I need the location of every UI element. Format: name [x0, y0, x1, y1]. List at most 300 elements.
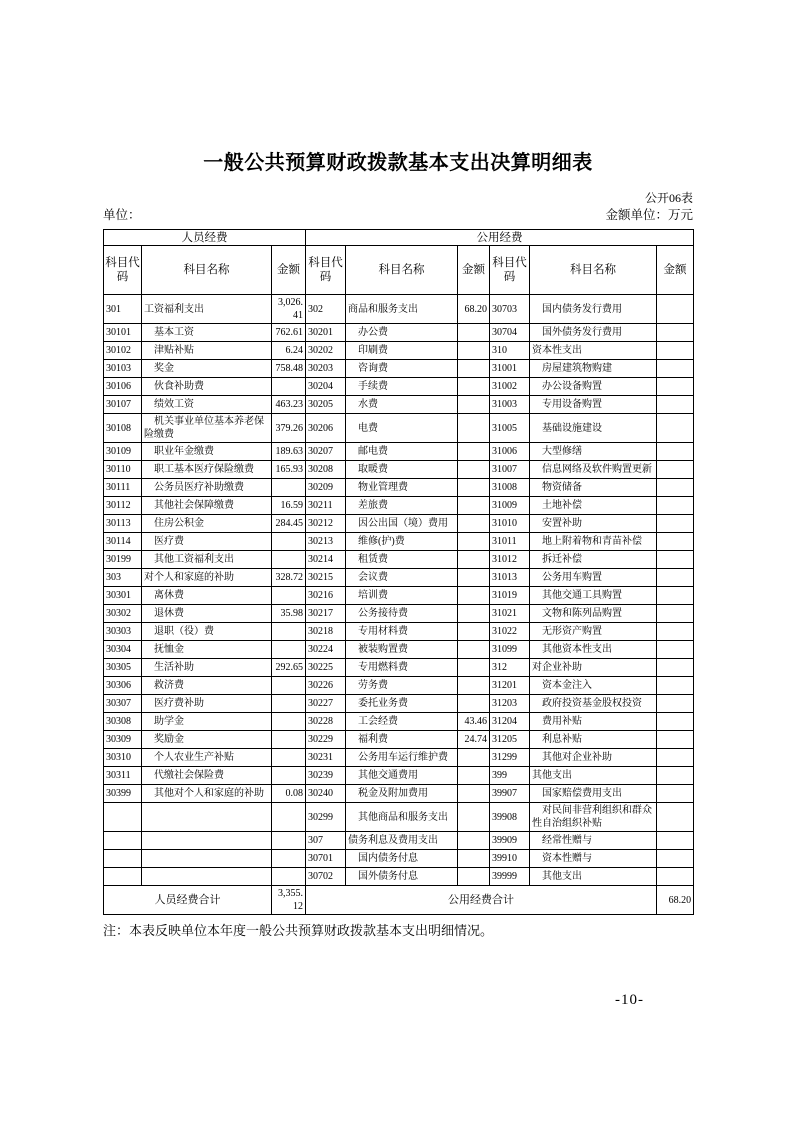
subject-name-cell: 差旅费: [346, 497, 458, 515]
amount-cell: [458, 515, 490, 533]
subject-name-cell: 费用补贴: [530, 713, 657, 731]
subject-code-cell: 31013: [490, 569, 530, 587]
subject-name-cell: 专用燃料费: [346, 659, 458, 677]
amount-cell: [458, 396, 490, 414]
subject-code-cell: 30702: [306, 868, 346, 886]
amount-cell: [458, 360, 490, 378]
amount-cell: [657, 587, 694, 605]
amount-cell: [458, 623, 490, 641]
amount-cell: [458, 461, 490, 479]
amount-cell: [458, 767, 490, 785]
subject-name-cell: 其他交通工具购置: [530, 587, 657, 605]
table-row: [104, 479, 694, 497]
amount-cell: [458, 641, 490, 659]
subject-name-cell: 国外债务发行费用: [530, 324, 657, 342]
subject-code-cell: 30114: [104, 533, 142, 551]
subject-code-cell: [104, 868, 142, 886]
subject-name-cell: 公务接待费: [346, 605, 458, 623]
table-row: [104, 767, 694, 785]
subject-code-cell: 30239: [306, 767, 346, 785]
amount-cell: [458, 832, 490, 850]
subject-code-cell: 31019: [490, 587, 530, 605]
subject-code-cell: 30112: [104, 497, 142, 515]
table-row: [104, 850, 694, 868]
subject-name-cell: 奖励金: [142, 731, 272, 749]
subject-code-cell: 30303: [104, 623, 142, 641]
table-head: [104, 230, 694, 295]
table-row: [104, 378, 694, 396]
subject-code-cell: 31007: [490, 461, 530, 479]
subject-name-cell: 安置补助: [530, 515, 657, 533]
subject-code-cell: 31012: [490, 551, 530, 569]
table-row: [104, 731, 694, 749]
subject-code-cell: 30306: [104, 677, 142, 695]
subject-name-cell: 对企业补助: [530, 659, 657, 677]
subject-name-cell: 职工基本医疗保险缴费: [142, 461, 272, 479]
subject-code-cell: 30111: [104, 479, 142, 497]
subject-name-cell: 办公费: [346, 324, 458, 342]
subject-code-cell: 30108: [104, 414, 142, 443]
amount-cell: [657, 551, 694, 569]
amount-cell: [272, 832, 306, 850]
table-code-label: 公开06表: [644, 191, 693, 205]
subject-code-cell: 30110: [104, 461, 142, 479]
subject-name-cell: 住房公积金: [142, 515, 272, 533]
subject-code-cell: 30302: [104, 605, 142, 623]
subject-name-cell: [142, 850, 272, 868]
amount-cell: [657, 695, 694, 713]
subject-name-cell: 邮电费: [346, 443, 458, 461]
subject-name-cell: 资本性赠与: [530, 850, 657, 868]
subject-name-cell: 国家赔偿费用支出: [530, 785, 657, 803]
subject-code-cell: 30208: [306, 461, 346, 479]
subject-name-cell: 国内债务付息: [346, 850, 458, 868]
col-header-subject-code: 科目代码: [306, 246, 346, 295]
subject-code-cell: 30399: [104, 785, 142, 803]
subject-code-cell: 31002: [490, 378, 530, 396]
table-row: [104, 803, 694, 832]
meta-row: [103, 208, 693, 223]
amount-cell: [272, 623, 306, 641]
subject-name-cell: 资本性支出: [530, 342, 657, 360]
subject-name-cell: 物业管理费: [346, 479, 458, 497]
column-header-row: [104, 246, 694, 295]
subject-code-cell: 399: [490, 767, 530, 785]
subject-name-cell: 资本金注入: [530, 677, 657, 695]
amount-unit-label: 金额单位：万元: [605, 208, 693, 222]
subject-code-cell: 30217: [306, 605, 346, 623]
subject-name-cell: 印刷费: [346, 342, 458, 360]
subject-name-cell: 劳务费: [346, 677, 458, 695]
subject-code-cell: 310: [490, 342, 530, 360]
amount-cell: [657, 461, 694, 479]
subject-name-cell: 对民间非营利组织和群众性自治组织补贴: [530, 803, 657, 832]
subject-code-cell: 31022: [490, 623, 530, 641]
subject-name-cell: [142, 803, 272, 832]
subject-name-cell: 公务员医疗补助缴费: [142, 479, 272, 497]
subject-code-cell: 31021: [490, 605, 530, 623]
col-header-subject-name: 科目名称: [530, 246, 657, 295]
amount-cell: [272, 713, 306, 731]
amount-cell: [657, 342, 694, 360]
col-header-subject-code: 科目代码: [490, 246, 530, 295]
subject-code-cell: 30224: [306, 641, 346, 659]
subject-code-cell: 30310: [104, 749, 142, 767]
amount-cell: [272, 587, 306, 605]
subject-name-cell: 房屋建筑物购建: [530, 360, 657, 378]
subject-code-cell: 30228: [306, 713, 346, 731]
subject-name-cell: 公务用车购置: [530, 569, 657, 587]
subject-name-cell: 代缴社会保险费: [142, 767, 272, 785]
subject-name-cell: 租赁费: [346, 551, 458, 569]
subject-name-cell: 税金及附加费用: [346, 785, 458, 803]
table-row: [104, 515, 694, 533]
subject-code-cell: 30201: [306, 324, 346, 342]
amount-cell: 16.59: [272, 497, 306, 515]
subject-name-cell: 培训费: [346, 587, 458, 605]
subject-name-cell: 拆迁补偿: [530, 551, 657, 569]
subject-code-cell: 30202: [306, 342, 346, 360]
document-content: [103, 146, 693, 939]
subject-code-cell: 30704: [490, 324, 530, 342]
table-body: [104, 295, 694, 886]
subject-name-cell: 信息网络及软件购置更新: [530, 461, 657, 479]
table-row: [104, 785, 694, 803]
amount-cell: 68.20: [458, 295, 490, 324]
table-row: [104, 497, 694, 515]
subject-name-cell: 职业年金缴费: [142, 443, 272, 461]
page-number: -10-: [615, 992, 644, 1008]
subject-code-cell: [104, 850, 142, 868]
amount-cell: 189.63: [272, 443, 306, 461]
table-row: [104, 396, 694, 414]
personnel-total-label: 人员经费合计: [104, 886, 272, 915]
subject-code-cell: 39999: [490, 868, 530, 886]
amount-cell: [458, 850, 490, 868]
subject-name-cell: 大型修缮: [530, 443, 657, 461]
public-total-amount: 68.20: [657, 886, 694, 915]
budget-table: [103, 229, 694, 915]
subject-code-cell: 30109: [104, 443, 142, 461]
subject-code-cell: 30304: [104, 641, 142, 659]
subject-name-cell: [142, 868, 272, 886]
subject-name-cell: 其他交通费用: [346, 767, 458, 785]
subject-code-cell: 30107: [104, 396, 142, 414]
amount-cell: 292.65: [272, 659, 306, 677]
page-title: 一般公共预算财政拨款基本支出决算明细表: [203, 152, 593, 174]
subject-name-cell: 因公出国（境）费用: [346, 515, 458, 533]
subject-code-cell: 30213: [306, 533, 346, 551]
subject-code-cell: 30308: [104, 713, 142, 731]
subject-name-cell: 手续费: [346, 378, 458, 396]
amount-cell: [657, 641, 694, 659]
subject-name-cell: 奖金: [142, 360, 272, 378]
subject-name-cell: 生活补助: [142, 659, 272, 677]
table-row: [104, 832, 694, 850]
amount-cell: [272, 677, 306, 695]
subject-code-cell: 30106: [104, 378, 142, 396]
table-row: [104, 659, 694, 677]
table-row: [104, 295, 694, 324]
subject-code-cell: 31201: [490, 677, 530, 695]
amount-cell: [458, 785, 490, 803]
subject-code-cell: 30211: [306, 497, 346, 515]
amount-cell: [657, 396, 694, 414]
public-total-label: 公用经费合计: [306, 886, 657, 915]
amount-cell: [657, 605, 694, 623]
amount-cell: [272, 641, 306, 659]
subject-name-cell: 基础设施建设: [530, 414, 657, 443]
amount-cell: [272, 803, 306, 832]
subject-code-cell: 30209: [306, 479, 346, 497]
subject-name-cell: 助学金: [142, 713, 272, 731]
subject-code-cell: 39910: [490, 850, 530, 868]
amount-cell: [272, 479, 306, 497]
subject-code-cell: 30203: [306, 360, 346, 378]
amount-cell: [458, 479, 490, 497]
personnel-total-amount: 3,355.12: [272, 886, 306, 915]
subject-code-cell: 30299: [306, 803, 346, 832]
table-row: [104, 605, 694, 623]
amount-cell: [272, 695, 306, 713]
subject-name-cell: 经常性赠与: [530, 832, 657, 850]
amount-cell: [458, 695, 490, 713]
subject-code-cell: 30113: [104, 515, 142, 533]
subject-code-cell: 30218: [306, 623, 346, 641]
group-header-row: [104, 230, 694, 246]
amount-cell: 328.72: [272, 569, 306, 587]
subject-code-cell: 30240: [306, 785, 346, 803]
subject-name-cell: 利息补贴: [530, 731, 657, 749]
subject-code-cell: 30212: [306, 515, 346, 533]
amount-cell: [272, 533, 306, 551]
subject-name-cell: 无形资产购置: [530, 623, 657, 641]
amount-cell: [657, 533, 694, 551]
table-row: [104, 641, 694, 659]
subject-name-cell: 咨询费: [346, 360, 458, 378]
amount-cell: 379.26: [272, 414, 306, 443]
table-row: [104, 461, 694, 479]
amount-cell: [657, 677, 694, 695]
amount-cell: [657, 749, 694, 767]
table-row: [104, 342, 694, 360]
amount-cell: [657, 868, 694, 886]
subject-code-cell: 303: [104, 569, 142, 587]
subject-name-cell: 其他社会保障缴费: [142, 497, 272, 515]
subject-code-cell: 30225: [306, 659, 346, 677]
subject-name-cell: 物资储备: [530, 479, 657, 497]
subject-name-cell: 其他商品和服务支出: [346, 803, 458, 832]
subject-name-cell: 离休费: [142, 587, 272, 605]
amount-cell: 762.61: [272, 324, 306, 342]
subject-name-cell: 其他对个人和家庭的补助: [142, 785, 272, 803]
subject-code-cell: 30227: [306, 695, 346, 713]
amount-cell: [458, 533, 490, 551]
amount-cell: 6.24: [272, 342, 306, 360]
subject-code-cell: 30216: [306, 587, 346, 605]
subject-name-cell: 地上附着物和青苗补偿: [530, 533, 657, 551]
table-row: [104, 713, 694, 731]
amount-cell: 0.08: [272, 785, 306, 803]
subject-code-cell: 30703: [490, 295, 530, 324]
subject-name-cell: 办公设备购置: [530, 378, 657, 396]
col-header-subject-name: 科目名称: [346, 246, 458, 295]
amount-cell: [657, 443, 694, 461]
subject-code-cell: 39909: [490, 832, 530, 850]
amount-cell: 758.48: [272, 360, 306, 378]
subject-name-cell: 其他工资福利支出: [142, 551, 272, 569]
amount-cell: [657, 515, 694, 533]
amount-cell: [458, 551, 490, 569]
subject-name-cell: 福利费: [346, 731, 458, 749]
subject-code-cell: 39907: [490, 785, 530, 803]
amount-cell: [458, 587, 490, 605]
subject-code-cell: 31010: [490, 515, 530, 533]
subject-name-cell: 基本工资: [142, 324, 272, 342]
amount-cell: [657, 713, 694, 731]
subject-name-cell: 伙食补助费: [142, 378, 272, 396]
subject-code-cell: 30199: [104, 551, 142, 569]
subject-code-cell: 30215: [306, 569, 346, 587]
subject-code-cell: 30206: [306, 414, 346, 443]
subject-code-cell: 30701: [306, 850, 346, 868]
subject-code-cell: 30309: [104, 731, 142, 749]
amount-cell: [458, 749, 490, 767]
amount-cell: [458, 659, 490, 677]
subject-code-cell: 31099: [490, 641, 530, 659]
group-header-public: 公用经费: [306, 230, 694, 246]
subject-name-cell: 土地补偿: [530, 497, 657, 515]
subject-code-cell: 31011: [490, 533, 530, 551]
col-header-amount: 金额: [458, 246, 490, 295]
subject-code-cell: 31003: [490, 396, 530, 414]
subject-name-cell: 国内债务发行费用: [530, 295, 657, 324]
amount-cell: [657, 785, 694, 803]
amount-cell: [458, 868, 490, 886]
subject-code-cell: [104, 832, 142, 850]
subject-name-cell: 绩效工资: [142, 396, 272, 414]
subject-name-cell: 水费: [346, 396, 458, 414]
amount-cell: [657, 497, 694, 515]
table-row: [104, 360, 694, 378]
subject-code-cell: 301: [104, 295, 142, 324]
subject-name-cell: 国外债务付息: [346, 868, 458, 886]
subject-code-cell: 30307: [104, 695, 142, 713]
subject-code-cell: 30103: [104, 360, 142, 378]
subject-name-cell: 机关事业单位基本养老保险缴费: [142, 414, 272, 443]
subject-name-cell: [142, 832, 272, 850]
subject-name-cell: 医疗费: [142, 533, 272, 551]
subject-name-cell: 公务用车运行维护费: [346, 749, 458, 767]
subject-code-cell: 39908: [490, 803, 530, 832]
amount-cell: [458, 414, 490, 443]
amount-cell: 165.93: [272, 461, 306, 479]
group-header-personnel: 人员经费: [104, 230, 306, 246]
subject-code-cell: 307: [306, 832, 346, 850]
table-row: [104, 623, 694, 641]
subject-name-cell: 医疗费补助: [142, 695, 272, 713]
amount-cell: [458, 569, 490, 587]
footnote: 注：本表反映单位本年度一般公共预算财政拨款基本支出明细情况。: [103, 923, 494, 938]
subject-name-cell: 工资福利支出: [142, 295, 272, 324]
amount-cell: [657, 479, 694, 497]
subject-name-cell: 个人农业生产补贴: [142, 749, 272, 767]
subject-name-cell: 津贴补贴: [142, 342, 272, 360]
table-row: [104, 587, 694, 605]
subject-code-cell: 30204: [306, 378, 346, 396]
amount-cell: [272, 731, 306, 749]
amount-cell: [458, 324, 490, 342]
amount-cell: [657, 378, 694, 396]
col-header-amount: 金额: [272, 246, 306, 295]
subject-name-cell: 文物和陈列品购置: [530, 605, 657, 623]
subject-code-cell: 30214: [306, 551, 346, 569]
amount-cell: [272, 551, 306, 569]
totals-row: [104, 886, 694, 915]
subject-code-cell: 31205: [490, 731, 530, 749]
amount-cell: [657, 767, 694, 785]
amount-cell: [458, 497, 490, 515]
subject-name-cell: 被装购置费: [346, 641, 458, 659]
subject-name-cell: 委托业务费: [346, 695, 458, 713]
unit-label: 单位：: [103, 208, 141, 222]
subject-name-cell: 政府投资基金股权投资: [530, 695, 657, 713]
subject-code-cell: 31008: [490, 479, 530, 497]
col-header-subject-name: 科目名称: [142, 246, 272, 295]
subject-code-cell: 31005: [490, 414, 530, 443]
amount-cell: 35.98: [272, 605, 306, 623]
table-row: [104, 569, 694, 587]
subject-name-cell: 取暖费: [346, 461, 458, 479]
subject-code-cell: 30205: [306, 396, 346, 414]
subject-code-cell: 31204: [490, 713, 530, 731]
amount-cell: [272, 868, 306, 886]
subject-name-cell: 维修(护)费: [346, 533, 458, 551]
amount-cell: 284.45: [272, 515, 306, 533]
subject-code-cell: 31203: [490, 695, 530, 713]
subject-code-cell: 31001: [490, 360, 530, 378]
subject-code-cell: 30102: [104, 342, 142, 360]
amount-cell: 43.46: [458, 713, 490, 731]
subject-code-cell: 302: [306, 295, 346, 324]
amount-cell: [657, 731, 694, 749]
table-foot: [104, 886, 694, 915]
subject-code-cell: 30231: [306, 749, 346, 767]
amount-cell: [657, 295, 694, 324]
amount-cell: [458, 803, 490, 832]
table-row: [104, 414, 694, 443]
table-row: [104, 749, 694, 767]
subject-code-cell: 30229: [306, 731, 346, 749]
amount-cell: [657, 569, 694, 587]
amount-cell: [657, 360, 694, 378]
subject-name-cell: 对个人和家庭的补助: [142, 569, 272, 587]
amount-cell: [657, 414, 694, 443]
subject-code-cell: 31299: [490, 749, 530, 767]
subject-name-cell: 其他对企业补助: [530, 749, 657, 767]
subject-name-cell: 工会经费: [346, 713, 458, 731]
table-row: [104, 443, 694, 461]
table-row: [104, 551, 694, 569]
amount-cell: [657, 832, 694, 850]
subject-code-cell: 30301: [104, 587, 142, 605]
subject-name-cell: 其他资本性支出: [530, 641, 657, 659]
subject-name-cell: 其他支出: [530, 767, 657, 785]
subject-code-cell: 30311: [104, 767, 142, 785]
col-header-amount: 金额: [657, 246, 694, 295]
subject-code-cell: 30101: [104, 324, 142, 342]
subject-code-cell: [104, 803, 142, 832]
